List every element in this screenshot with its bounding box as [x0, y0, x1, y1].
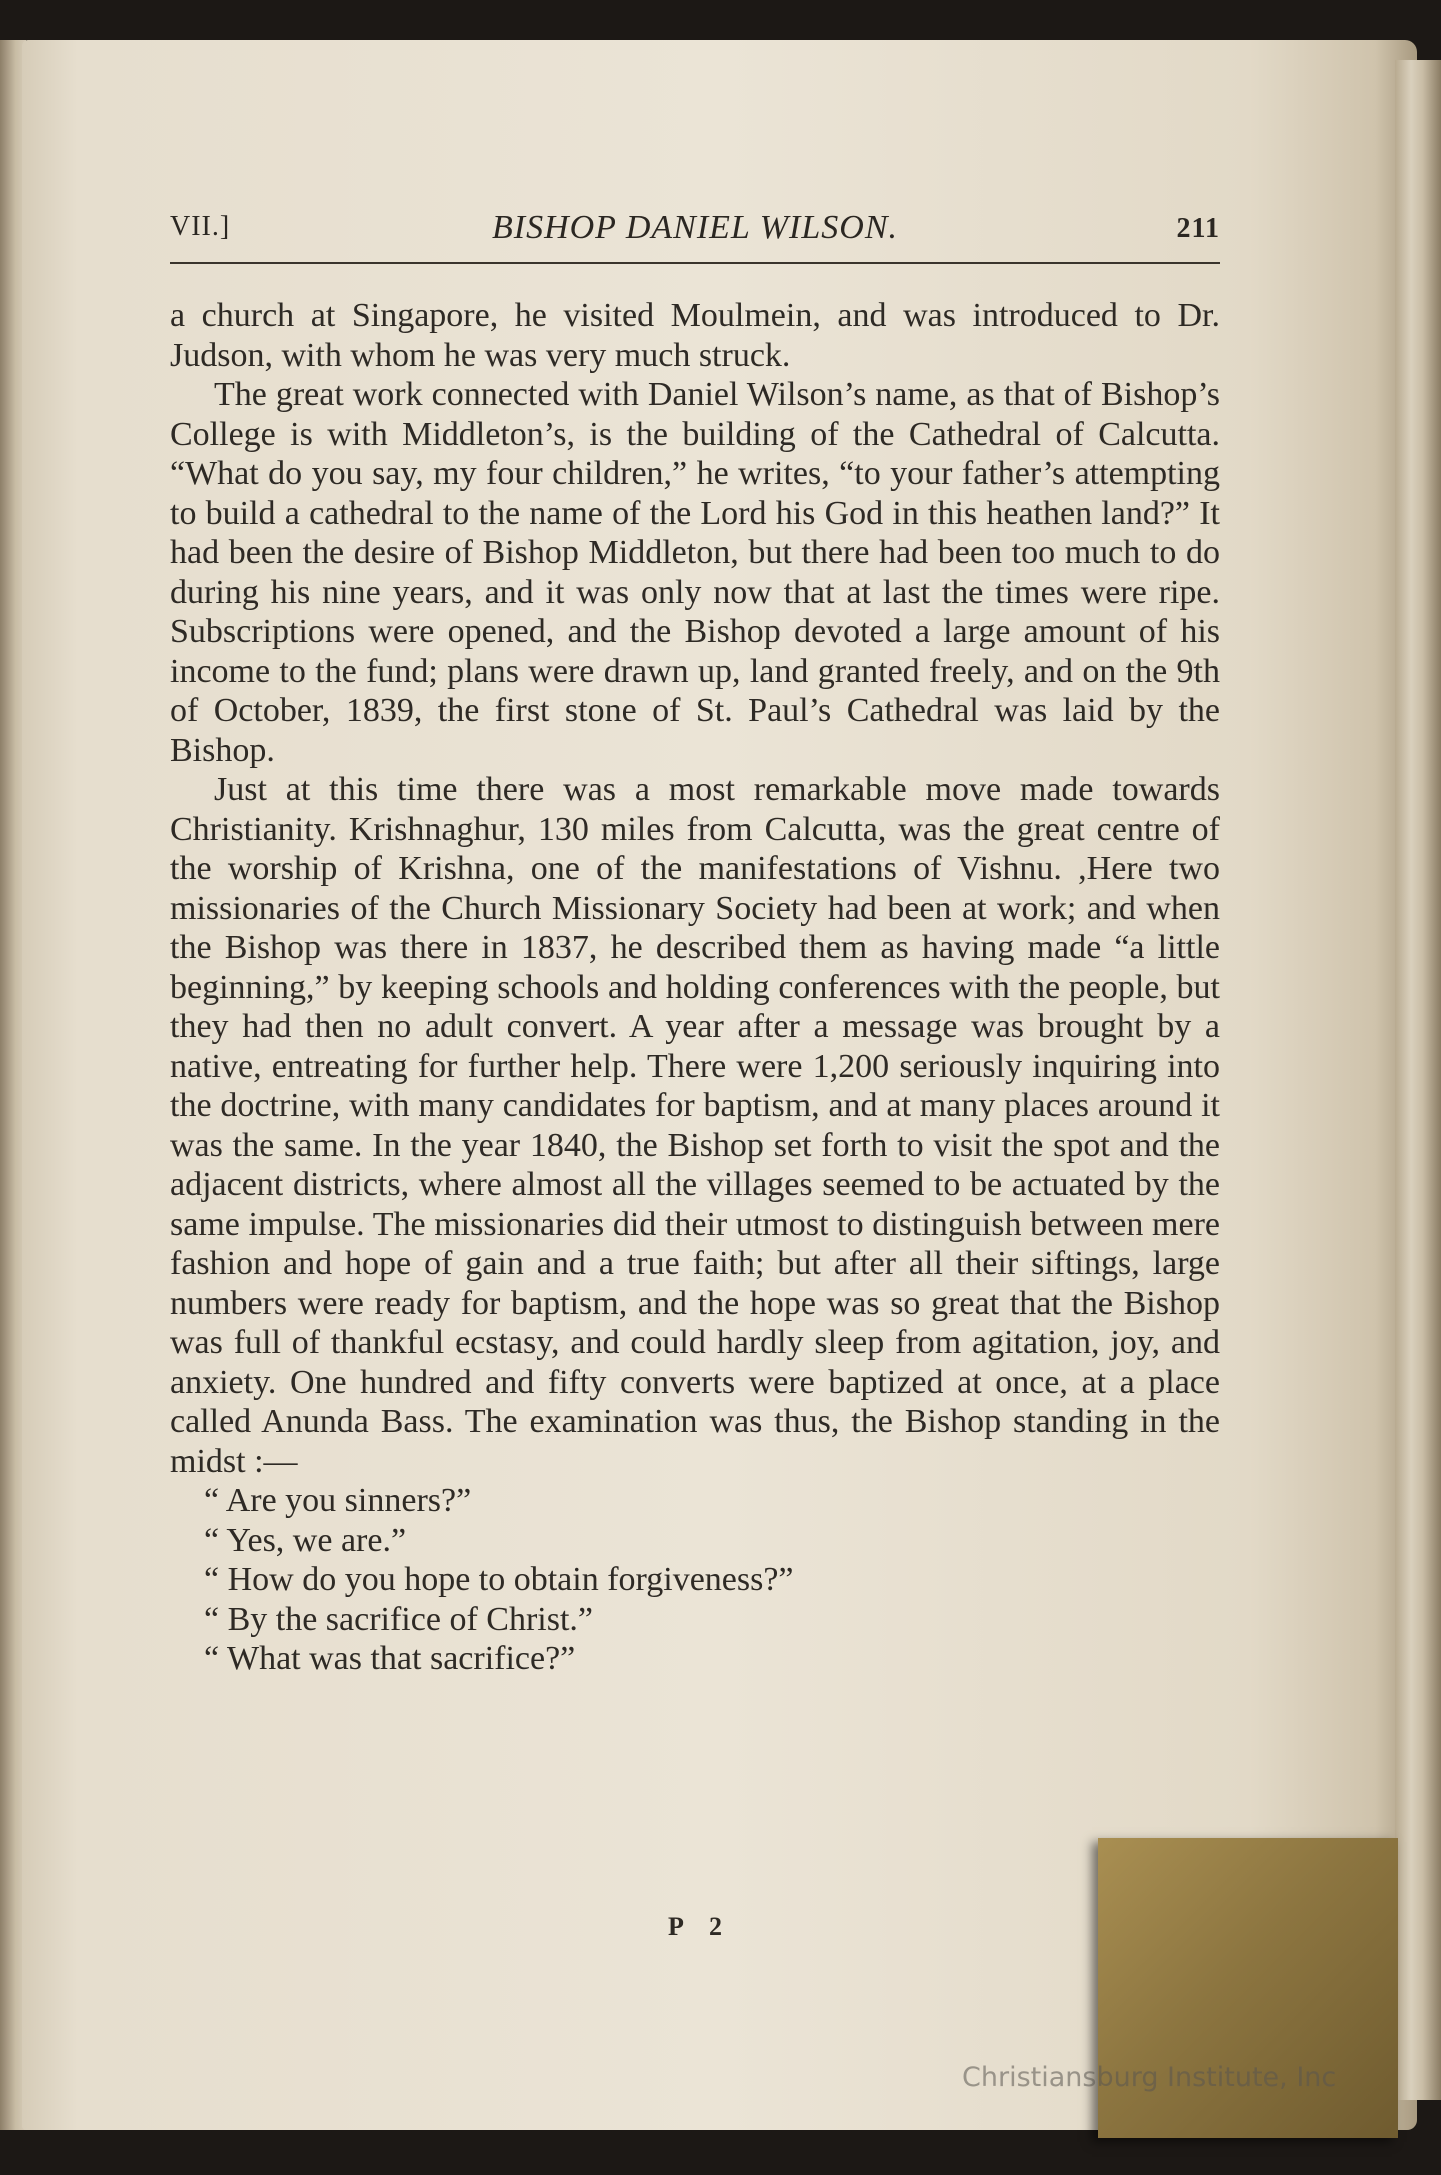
- chapter-number: VII.]: [170, 211, 231, 242]
- running-head: [170, 205, 1220, 255]
- running-title: BISHOP DANIEL WILSON.: [491, 209, 899, 246]
- signature-mark: P 2: [668, 1912, 732, 1941]
- paragraph: a church at Singapore, he visited Moulmein, and was introduced to Dr. Judson, with whom he was very much struck.: [170, 297, 1220, 374]
- paragraph: Just at this time there was a most remarkable move made towards Christianity. Krishnaghur, 130 miles from Calcutta, was the great centre of the worship of Krishna, one of the manifestations of Vishnu. ,Here two missionaries of the Church Missionary Society had been at work; and when the Bishop was there in 1837, he described them as having made “a little beginning,” by keeping schools and holding conferences with the people, but they had then no adult convert. A year after a message was brought by a native, entreating for further help. There were 1,200 seriously inquiring into the doctrine, with many candidates for baptism, and at many places around it was the same. In the year 1840, the Bishop set forth to visit the spot and the adjacent districts, where almost all the villages seemed to be actuated by the same impulse. The missionaries did their utmost to distinguish between mere fashion and hope of gain and a true faith; but after all their siftings, large numbers were ready for baptism, and the hope was so great that the Bishop was full of thankful ecstasy, and could hardly sleep from agitation, joy, and anxiety. One hundred and fifty converts were baptized at once, at a place called Anunda Bass. The examination was thus, the Bishop standing in the midst :—: [170, 771, 1220, 1480]
- page-edge-right: [1395, 60, 1441, 2100]
- bookmark-ribbon: [1098, 1838, 1398, 2138]
- dialogue-line: “ By the sacrifice of Christ.”: [204, 1600, 593, 1638]
- dialogue-line: “ How do you hope to obtain forgiveness?”: [204, 1561, 794, 1598]
- watermark: Christiansburg Institute, Inc: [962, 2062, 1337, 2093]
- page-number: 211: [1176, 213, 1220, 244]
- dialogue-line: “ Are you sinners?”: [204, 1482, 472, 1519]
- header-rule: [170, 262, 1220, 264]
- dialogue-line: “ Yes, we are.”: [204, 1521, 407, 1559]
- dialogue-line: “ What was that sacrifice?”: [204, 1640, 576, 1677]
- paragraph: The great work connected with Daniel Wilson’s name, as that of Bishop’s College is with Middleton’s, is the building of the Cathedral of Calcutta. “What do you say, my four children,” he writes, “to your father’s attempting to build a cathedral to the name of the Lord his God in this heathen land?” It had been the desire of Bishop Middleton, but there had been too much to do during his nine years, and it was only now that at last the times were ripe. Subscriptions were opened, and the Bishop devoted a large amount of his income to the fund; plans were drawn up, land granted freely, and on the 9th of October, 1839, the first stone of St. Paul’s Cathedral was laid by the Bishop.: [170, 376, 1220, 769]
- body-text: [170, 296, 1220, 1679]
